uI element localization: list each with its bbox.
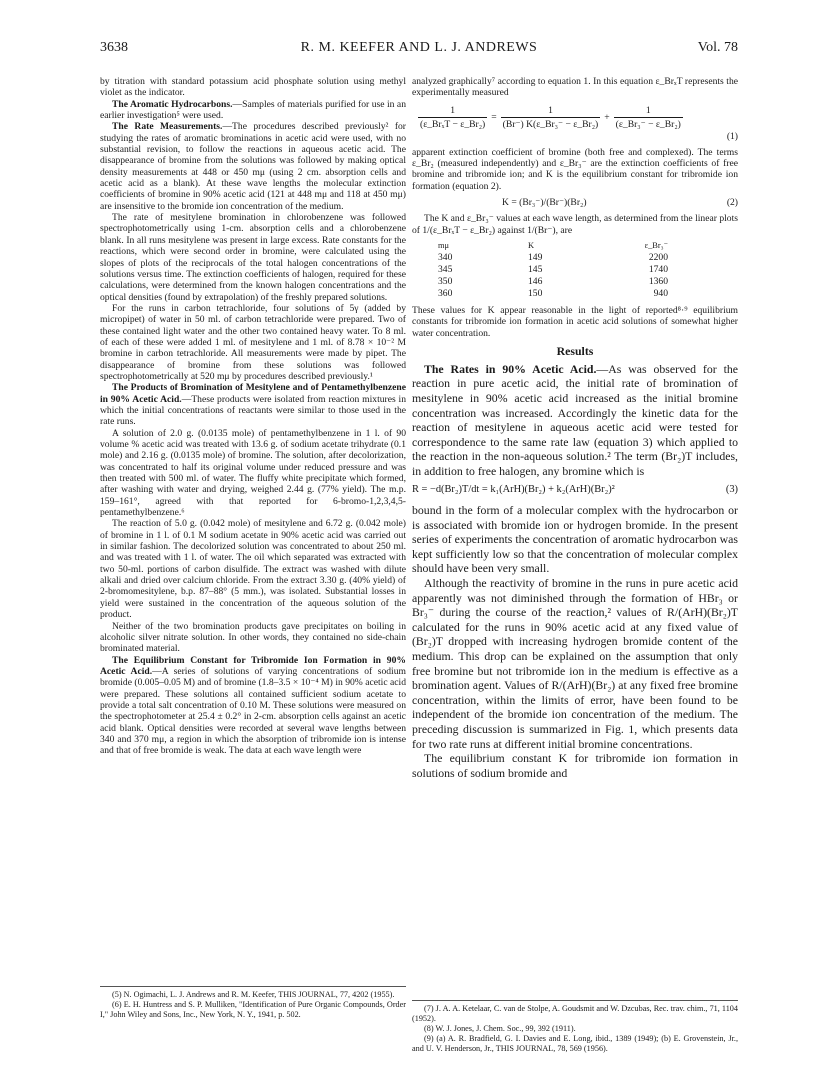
paragraph: A solution of 2.0 g. (0.0135 mole) of pentamethylbenzene in 1 l. of 90 volume % acetic acid was treated with 13.6 g. of sodium acetate trihydrate (0.1 mole) and 2.16 g. (0.0135 mole) of bromine. The solution, after decolorization, was concentrated to half its original volume under reduced pressure and was then treated with 500 ml. of water. The fluffy white precipitate which formed, after washing with water and drying, weighed 2.44 g. (77% yield). The m.p. 159–161°, agreed with that reported for 6-bromo-1,2,3,4,5-pentamethylbenzene.⁶ <box>100 427 406 519</box>
footnote: (9) (a) A. R. Bradfield, G. I. Davies and E. Long, ibid., 1389 (1949); (b) E. Grovenstein, Jr., and U. V. Henderson, Jr., THIS JOURNAL, 78, 569 (1956). <box>412 1034 738 1053</box>
volume-label: Vol. 78 <box>697 40 738 55</box>
paragraph <box>100 655 406 757</box>
equation-number: (3) <box>725 484 738 496</box>
equation-number: (1) <box>726 130 738 142</box>
footnote: (6) E. H. Huntress and S. P. Mulliken, "Identification of Pure Organic Compounds, Order I," John Wiley and Sons, Inc., New York, N. Y., 1941, p. 502. <box>100 1000 406 1019</box>
paragraph: Neither of the two bromination products gave precipitates on boiling in alcoholic silver nitrate solution. In other words, they contained no side-chain brominated material. <box>100 620 406 655</box>
fraction: $\frac{1}{\text{(Br⁻) K(ε\_Br₃⁻ − ε\_Br₂)}}$ <box>502 104 599 130</box>
fraction: $\frac{1}{\text{(ε\_Br₃⁻ − ε\_Br₂)}}$ <box>615 104 681 130</box>
page-number: 3638 <box>100 40 128 55</box>
section-run-in-heading: The Rates in 90% Acetic Acid. <box>424 361 597 376</box>
paragraph-text: —The procedures described previously² for studying the rates of aromatic brominations in acetic acid were used, with no substantial revision, to follow the reactions in aqueous acetic acid. The disappearance of bromine from the solutions was followed by making optical density measurements at 448 or 450 mμ (using 2 cm. absorption cells and acetic acid as a blank). At these wave lengths the molecular extinction coefficients of bromine in 90% acetic acid (121 at 448 mμ and 118 at 450 mμ) are insensitive to the bromide ion concentration of the medium. <box>100 121 406 212</box>
table-header-row <box>438 239 668 251</box>
extinction-table <box>438 239 668 300</box>
paragraph: bound in the form of a molecular complex with the hydrocarbon or is associated with bromide ion or hydrogen bromide. In the present series of experiments the concentration of aromatic hydrocarbon was kept sufficiently low so that the concentration of molecular complex should have been very small. <box>412 503 738 576</box>
running-authors: R. M. KEEFER AND L. J. ANDREWS <box>300 40 538 55</box>
paragraph <box>100 121 406 212</box>
paragraph: by titration with standard potassium acid phosphate solution using methyl violet as the indicator. <box>100 76 406 99</box>
paragraph <box>100 382 406 427</box>
table-row: 345 145 1740 <box>438 264 668 275</box>
equation-number: (2) <box>726 197 738 209</box>
footnote: (5) N. Ogimachi, L. J. Andrews and R. M. Keefer, THIS JOURNAL, 77, 4202 (1955). <box>112 990 395 999</box>
paragraph-text: —A series of solutions of varying concentrations of sodium bromide (0.005–0.05 M) and of bromine (1.8–3.5 × 10⁻⁴ M) in 90% acetic acid were prepared. These solutions all contained sufficient sodium acetate to provide a total salt concentration of 0.10 M. These solutions were measured on the spectrophotometer at 25.4 ± 0.2° in 2-cm. absorption cells against an acetic acid blank. Optical densities were recorded at several wave lengths between 340 and 370 mμ, a region in which the absorption of tribromide ion is intense and that of free bromide is weak. The data at each wave length were <box>100 665 406 757</box>
paragraph: The equilibrium constant K for tribromide ion formation in solutions of sodium bromide and <box>412 751 738 780</box>
paragraph: The rate of mesitylene bromination in chlorobenzene was followed spectrophotometrically using 1-cm. absorption cells and a chlorobenzene blank. In all runs mesitylene was present in large excess. Rate constants for the reactions, which were second order in bromine, were calculated using the slopes of plots of the reciprocals of the total halogen concentrations of the solutions versus time. The extinction coefficients of halogen, required for these calculations, were determined from the known halogen concentrations and the optical densities (found by extrapolation) of the freshly prepared solutions. <box>100 212 406 303</box>
right-column <box>412 76 738 996</box>
table-row: 360 150 940 <box>438 288 668 300</box>
section-run-in-heading: The Aromatic Hydrocarbons. <box>112 98 233 110</box>
equation-2 <box>412 197 738 208</box>
left-column <box>100 76 406 982</box>
paragraph: These values for K appear reasonable in the light of reported⁸·⁹ equilibrium constants for tribromide ion formation in acetic acid solutions of somewhat higher water concentration. <box>412 305 738 339</box>
footnote: (8) W. J. Jones, J. Chem. Soc., 99, 392 (1911). <box>424 1024 576 1033</box>
equation-3 <box>412 483 738 498</box>
table-header: ε_Br₃⁻ <box>644 240 668 250</box>
paragraph-text: —As was observed for the reaction in pure acetic acid, the initial rate of bromination of mesitylene in 90% acetic acid increased as the initial bromine concentration was increased. Accordingly the kinetic data for the reaction of mesitylene in aqueous acetic acid were tested for correspondence to the same rate law (equation 3) which applied to the reaction in the non-aqueous solution.² The term (Br₂)T includes, in addition to free halogen, any bromine which is <box>412 361 738 478</box>
paragraph: analyzed graphically⁷ according to equation 1. In this equation ε_BrₓT represents the experimentally measured <box>412 76 738 99</box>
paragraph <box>100 99 406 122</box>
footnote: (7) J. A. A. Ketelaar, C. van de Stolpe, A. Goudsmit and W. Dzcubas, Rec. trav. chim., 71, 1104 (1952). <box>412 1004 738 1023</box>
equation-text: R = −d(Br₂)T/dt = k₁(ArH)(Br₂) + k₂(ArH)(Br₂)² <box>412 484 615 496</box>
footnotes-right <box>412 1000 738 1054</box>
running-header <box>100 40 738 60</box>
paragraph-text: —These products were isolated from reaction mixtures in which the initial concentrations of reactants were similar to those used in the rate runs. <box>100 393 406 428</box>
section-run-in-heading: The Equilibrium Constant for Tribromide Ion Formation in 90% Acetic Acid. <box>100 654 406 677</box>
fraction: $\frac{1}{\text{(ε\_BrₓT − ε\_Br₂)}}$ <box>420 104 486 130</box>
equation-1: $\frac{1}{\text{(ε\_BrₓT − ε\_Br₂)}}$ = $\frac{1}{\text{(Br⁻) K(ε\_Br₃⁻ − ε\_Br₂)}}$ + $\frac{1}{\text{(ε\_Br₃⁻ − ε\_Br₂)}}$ (1) <box>412 105 738 142</box>
table-header: mμ <box>438 240 450 250</box>
equation-text: K = (Br₃⁻)/(Br⁻)(Br₂) <box>502 197 587 209</box>
paragraph <box>412 362 738 479</box>
section-run-in-heading: The Products of Bromination of Mesitylene and of Pentamethylbenzene in 90% Acetic Acid. <box>100 382 406 405</box>
paragraph: apparent extinction coefficient of bromine (both free and complexed). The terms ε_Br₂ (measured independently) and ε_Br₃⁻ are the extinction coefficients of free bromine and tribromide ion; and K is the equilibrium constant for tribromide ion formation (equation 2). <box>412 146 738 192</box>
paragraph: For the runs in carbon tetrachloride, four solutions of 5γ (added by micropipet) of water in 50 ml. of carbon tetrachloride were prepared. Two of these contained light water and the other two contained heavy water. To 8 ml. of each of these were added 1 ml. of mesitylene and 1 ml. of 8.78 × 10⁻² M bromine in carbon tetrachloride. All measurements were made by pipet. The disappearance of bromine from these solutions was followed spectrophotometrically at 520 mμ by procedures described previously.¹ <box>100 302 406 382</box>
table-header: K <box>528 240 535 250</box>
results-heading: Results <box>556 344 594 359</box>
section-run-in-heading: The Rate Measurements. <box>112 121 223 133</box>
footnotes-left <box>100 986 406 1020</box>
paragraph-text: —Samples of materials purified for use in an earlier investigation⁵ were used. <box>100 98 406 122</box>
table-row: 340 149 2200 <box>438 251 668 263</box>
table-row: 350 146 1360 <box>438 276 668 288</box>
large-text-block <box>412 362 738 781</box>
paragraph: The K and ε_Br₃⁻ values at each wave length, as determined from the linear plots of 1/(ε_BrₓT − ε_Br₂) against 1/(Br⁻), are <box>412 213 738 236</box>
paragraph: The reaction of 5.0 g. (0.042 mole) of mesitylene and 6.72 g. (0.042 mole) of bromine in 1 l. of 0.1 M sodium acetate in 90% acetic acid was carried out in similar fashion. The decolorized solution was concentrated to about 250 ml. and was treated with 1 l. of water. The oil which separated was extracted with two 50-ml. portions of carbon disulfide. The extract was washed with dilute alkali and dried over calcium chloride. From the extract 3.30 g. (40% yield) of 2-bromomesitylene, b.p. 87–88° (5 mm.), was isolated. Substantial losses in yield were sustained in the concentration of the aqueous solution of the product. <box>100 518 406 621</box>
paragraph: Although the reactivity of bromine in the runs in pure acetic acid apparently was not diminished through the formation of HBr₃ or Br₃⁻ during the course of the reaction,² values of R/(ArH)(Br₂)T calculated for the runs in 90% acetic acid at any fixed value of (Br₂)T dropped with increasing hydrogen bromide content of the medium. This drop can be explained on the assumption that only free bromine but not tribromide ion in the medium is effective as a bromination agent. Values of R/(ArH)(Br₂) at any fixed free bromine concentration, within the limits of error, have been found to be independent of the bromide ion concentration of the medium. The preceding discussion is summarized in Fig. 1, which presents data for two rate runs at different initial bromine concentrations. <box>412 576 738 751</box>
